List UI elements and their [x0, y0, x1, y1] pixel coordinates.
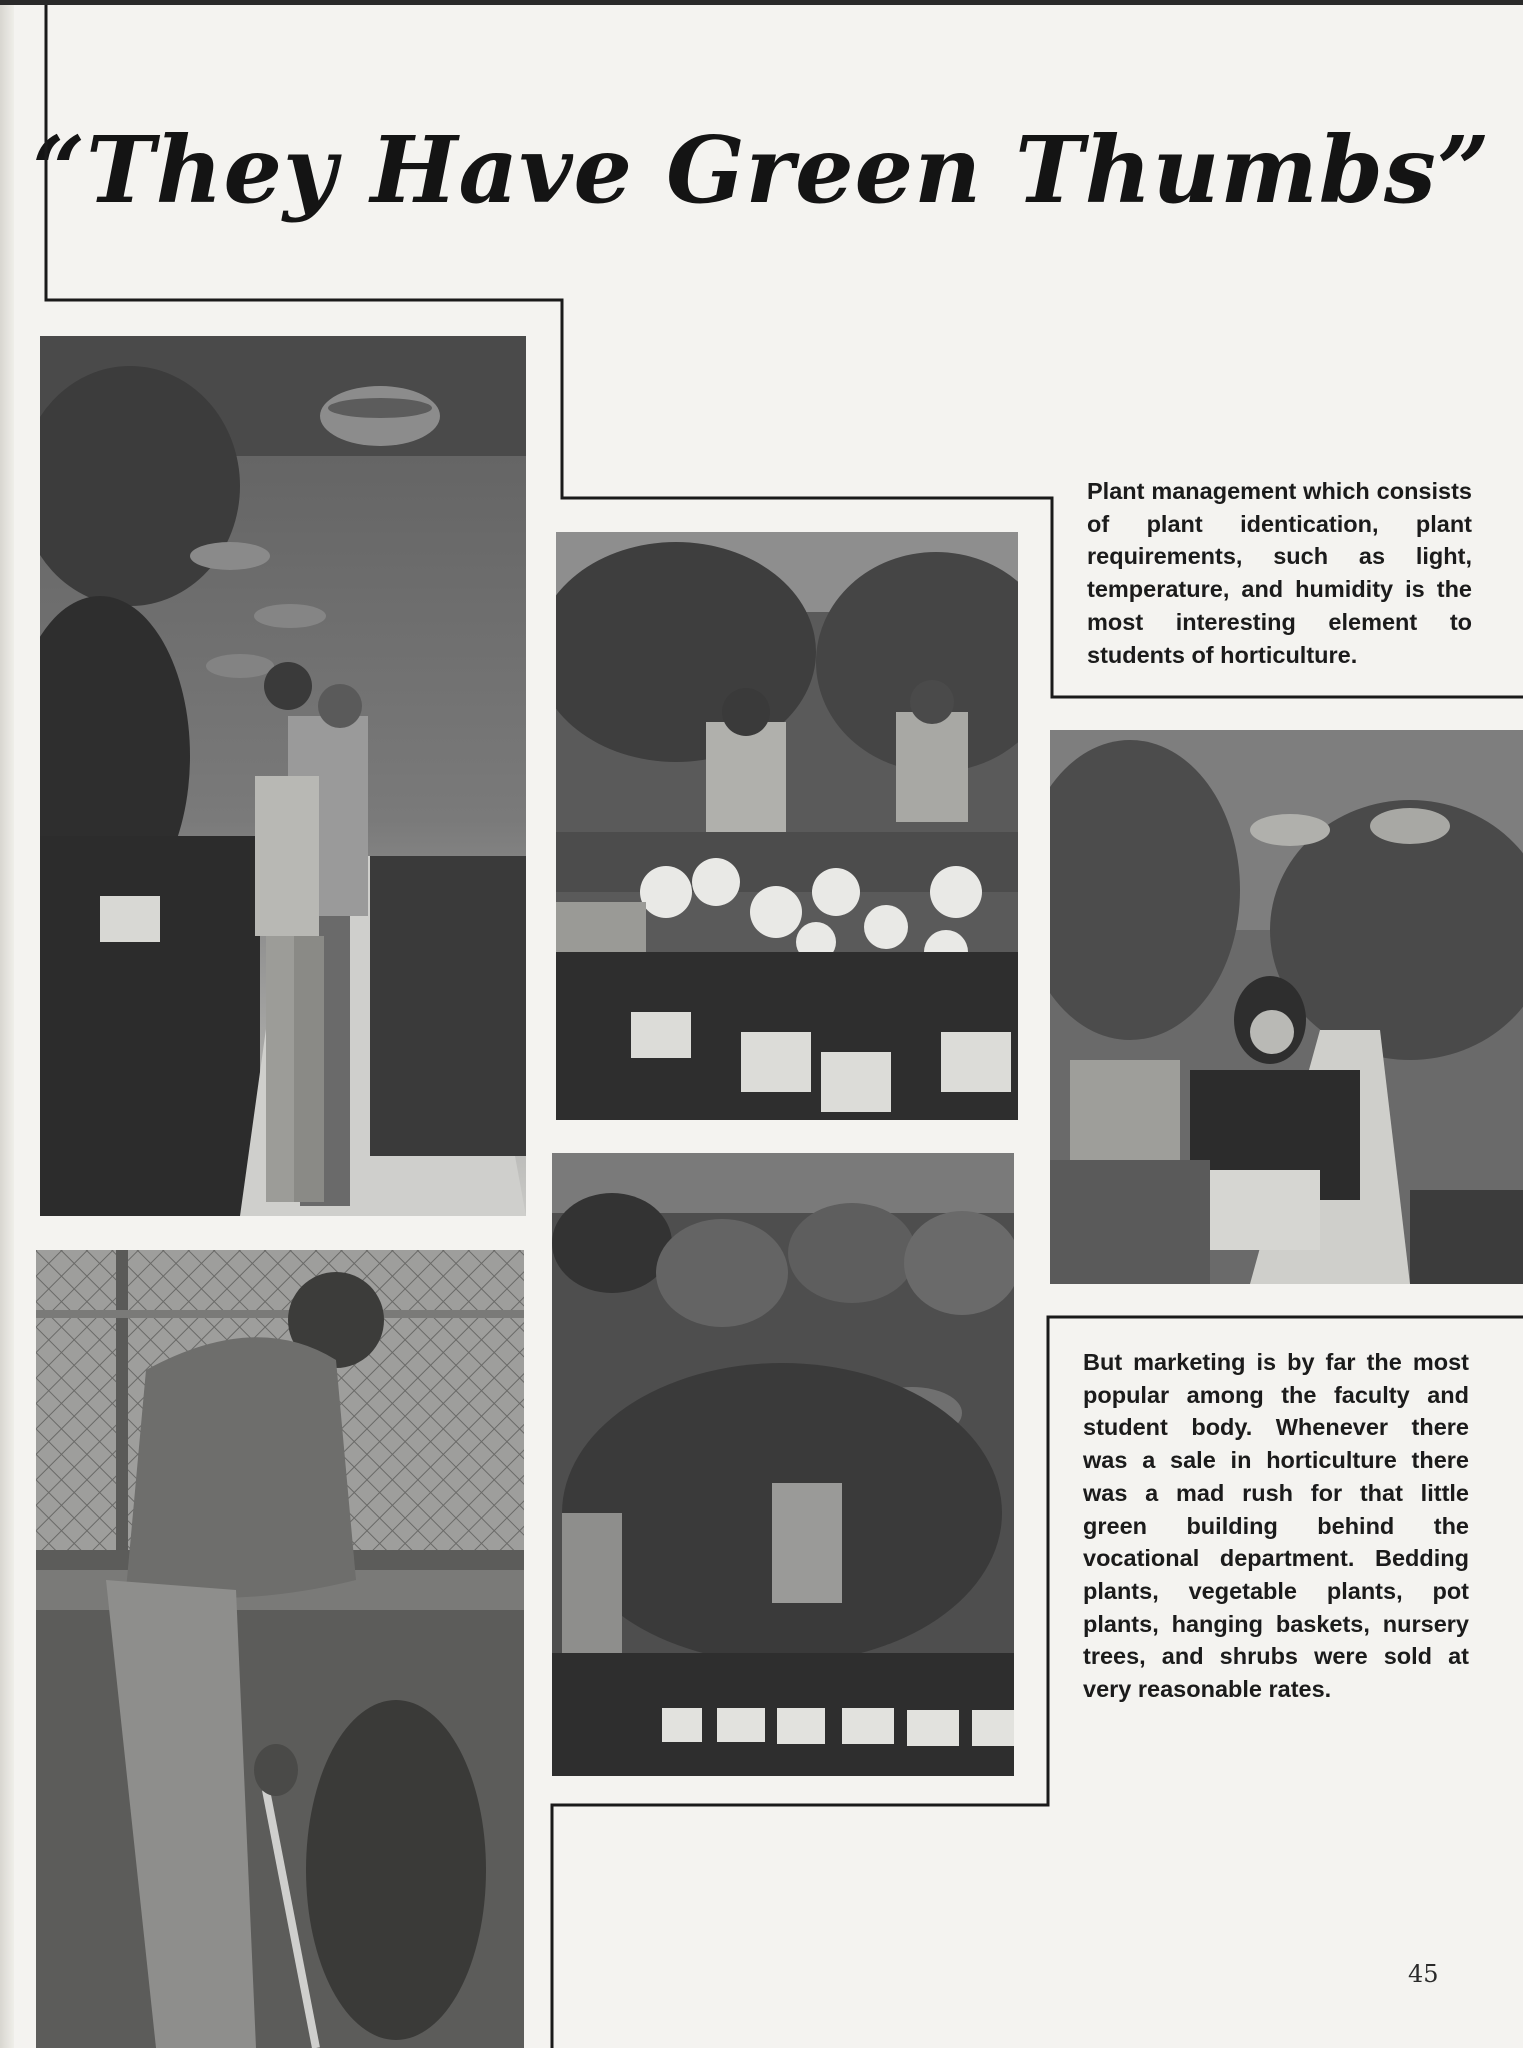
photo-greenhouse-visitors	[40, 336, 526, 1216]
caption-marketing: But marketing is by far the most popular among the faculty and student body. Whenever there was a sale in horticulture there was a mad rush for that little green building behind the vocational department. Bedding plants, vegetable plants, pot plants, hanging baskets, nursery trees, and shrubs were sold at very reasonable rates.	[1083, 1349, 1469, 1703]
page-title: “They Have Green Thumbs”	[32, 115, 1491, 224]
caption-plant-management: Plant management which consists of plant identication, plant requirements, such as light, temperature, and humidity is the most interesting element to students of horticulture.	[1087, 478, 1472, 668]
photo-student-with-tray	[1050, 730, 1523, 1284]
photo-hanging-baskets	[552, 1153, 1014, 1776]
photo-hydrangea-benches	[556, 532, 1018, 1120]
photo-gardener-hoeing	[36, 1250, 524, 2048]
page-number: 45	[1408, 1960, 1439, 1988]
